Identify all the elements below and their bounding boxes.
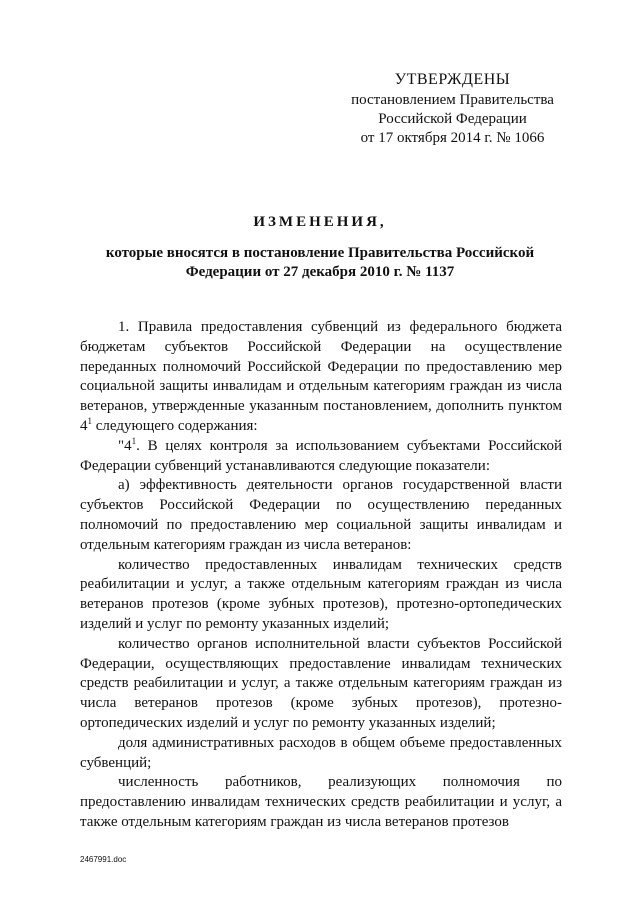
paragraph-1-tail: следующего содержания: <box>92 417 258 434</box>
paragraph-1-text: 1. Правила предоставления субвенций из федерального бюджета бюджетам субъектов Российской Федерации на осуществление переданных полномочий Российской Федерации по предоставлению мер социальной защиты инвалидам и отдельным категориям граждан из числа ветеранов, утвержденные указанным постановлением, дополнить пунктом 4 <box>80 319 562 434</box>
paragraph-5: количество органов исполнительной власти субъектов Российской Федерации, осуществляющих предоставление инвалидам технических средств реабилитации и услуг, а также отдельным категориям граждан из числа ветеранов протезов (кроме зубных протезов), протезно-ортопедических изделий и услуг по ремонту указанных изделий; <box>80 635 562 731</box>
paragraph-2-text: . В целях контроля за использованием субъектами Российской Федерации субвенций устанавливаются следующие показатели: <box>80 437 562 474</box>
paragraph-2-start: "4 <box>118 437 132 454</box>
approval-block <box>330 70 575 148</box>
document-body <box>80 318 562 833</box>
document-title: ИЗМЕНЕНИЯ, <box>253 214 387 230</box>
document-subtitle: которые вносятся в постановление Правительства Российской Федерации от 27 декабря 2010 г. № 1137 <box>105 245 535 280</box>
approval-line-1: постановлением Правительства <box>351 92 554 108</box>
approval-stamp: УТВЕРЖДЕНЫ <box>394 71 511 88</box>
paragraph-2 <box>80 437 562 477</box>
paragraph-2-sup: 1 <box>131 435 137 446</box>
paragraph-1-sup: 1 <box>87 415 92 426</box>
paragraph-1 <box>80 318 562 437</box>
file-name-footer: 2467991.doc <box>80 855 127 864</box>
paragraph-7: численность работников, реализующих полномочия по предоставлению инвалидам технических средств реабилитации и услуг, а также отдельным категориям граждан из числа ветеранов протезов <box>80 774 562 830</box>
paragraph-4: количество предоставленных инвалидам технических средств реабилитации и услуг, а также отдельным категориям граждан из числа ветеранов протезов (кроме зубных протезов), протезно-ортопедических изделий и услуг по ремонту указанных изделий; <box>80 556 562 632</box>
approval-line-2: Российской Федерации <box>378 111 527 127</box>
paragraph-3: а) эффективность деятельности органов государственной власти субъектов Российской Федерации по осуществлению переданных полномочий по предоставлению мер социальной защиты инвалидам и отдельным категориям граждан из числа ветеранов: <box>80 477 562 553</box>
paragraph-6: доля административных расходов в общем объеме предоставленных субвенций; <box>80 734 562 771</box>
approval-line-3: от 17 октября 2014 г. № 1066 <box>360 130 545 146</box>
